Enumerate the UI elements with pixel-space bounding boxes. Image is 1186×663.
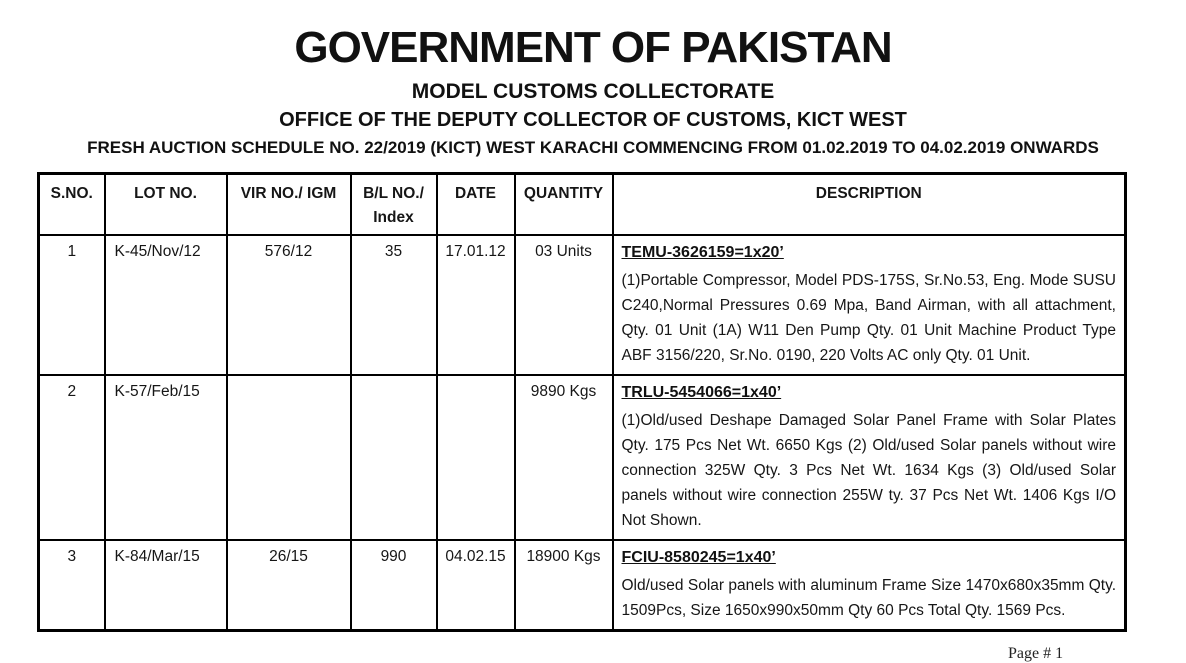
column-header-lot-no: LOT NO. <box>105 174 227 236</box>
column-header-sno: S.NO. <box>39 174 105 236</box>
cell-bl-index <box>351 375 437 540</box>
document-header <box>0 0 1186 156</box>
description-text: (1)Portable Compressor, Model PDS-175S, Sr.No.53, Eng. Mode SUSU C240,Normal Pressures 0.69 Mpa, Band Airman, with all attachment, Qty. 01 Unit (1A) W11 Den Pump Qty. 01 Unit Machine Product Type ABF 3156/220, Sr.No. 0190, 220 Volts AC only Qty. 01 Unit. <box>621 272 1116 364</box>
table-header-row <box>39 174 1126 236</box>
page-title: GOVERNMENT OF PAKISTAN <box>294 23 892 72</box>
table-row <box>39 375 1126 540</box>
cell-lot-no: K-57/Feb/15 <box>105 375 227 540</box>
container-number: TEMU-3626159=1x20’ <box>621 244 784 261</box>
cell-date: 17.01.12 <box>437 235 515 375</box>
cell-description <box>613 235 1126 375</box>
container-number: TRLU-5454066=1x40’ <box>621 384 782 401</box>
cell-sno: 2 <box>39 375 105 540</box>
cell-description <box>613 540 1126 631</box>
cell-quantity: 9890 Kgs <box>515 375 613 540</box>
column-header-quantity: QUANTITY <box>515 174 613 236</box>
column-header-bl-line1: B/L NO./ <box>363 185 424 202</box>
subtitle-collectorate: MODEL CUSTOMS COLLECTORATE <box>411 80 775 103</box>
cell-vir-igm: 576/12 <box>227 235 351 375</box>
table-row <box>39 540 1126 631</box>
cell-date: 04.02.15 <box>437 540 515 631</box>
cell-sno: 1 <box>39 235 105 375</box>
cell-quantity: 03 Units <box>515 235 613 375</box>
cell-vir-igm <box>227 375 351 540</box>
schedule-line: FRESH AUCTION SCHEDULE NO. 22/2019 (KICT) WEST KARACHI COMMENCING FROM 01.02.2019 TO 04.02.2019 ONWARDS <box>87 138 1099 157</box>
auction-schedule-table <box>37 172 1127 632</box>
table-row <box>39 235 1126 375</box>
description-text: (1)Old/used Deshape Damaged Solar Panel Frame with Solar Plates Qty. 175 Pcs Net Wt. 6650 Kgs (2) Old/used Solar panels without wire connection 325W Qty. 3 Pcs Net Wt. 1634 Kgs (3) Old/used Solar panels without wire connection 255W ty. 37 Pcs Net Wt. 1406 Kgs I/O Not Shown. <box>621 412 1116 529</box>
column-header-bl-index <box>351 174 437 236</box>
column-header-vir-igm: VIR NO./ IGM <box>227 174 351 236</box>
page-number: Page # 1 <box>1008 645 1064 662</box>
cell-lot-no: K-84/Mar/15 <box>105 540 227 631</box>
cell-description <box>613 375 1126 540</box>
column-header-bl-line2: Index <box>373 209 414 226</box>
cell-quantity: 18900 Kgs <box>515 540 613 631</box>
container-number: FCIU-8580245=1x40’ <box>621 549 776 566</box>
column-header-description: DESCRIPTION <box>613 174 1126 236</box>
cell-sno: 3 <box>39 540 105 631</box>
cell-bl-index: 35 <box>351 235 437 375</box>
column-header-date: DATE <box>437 174 515 236</box>
cell-vir-igm: 26/15 <box>227 540 351 631</box>
cell-lot-no: K-45/Nov/12 <box>105 235 227 375</box>
subtitle-office: OFFICE OF THE DEPUTY COLLECTOR OF CUSTOMS, KICT WEST <box>279 109 907 131</box>
cell-date <box>437 375 515 540</box>
description-text: Old/used Solar panels with aluminum Frame Size 1470x680x35mm Qty. 1509Pcs, Size 1650x990x50mm Qty 60 Pcs Total Qty. 1569 Pcs. <box>621 577 1116 619</box>
cell-bl-index: 990 <box>351 540 437 631</box>
